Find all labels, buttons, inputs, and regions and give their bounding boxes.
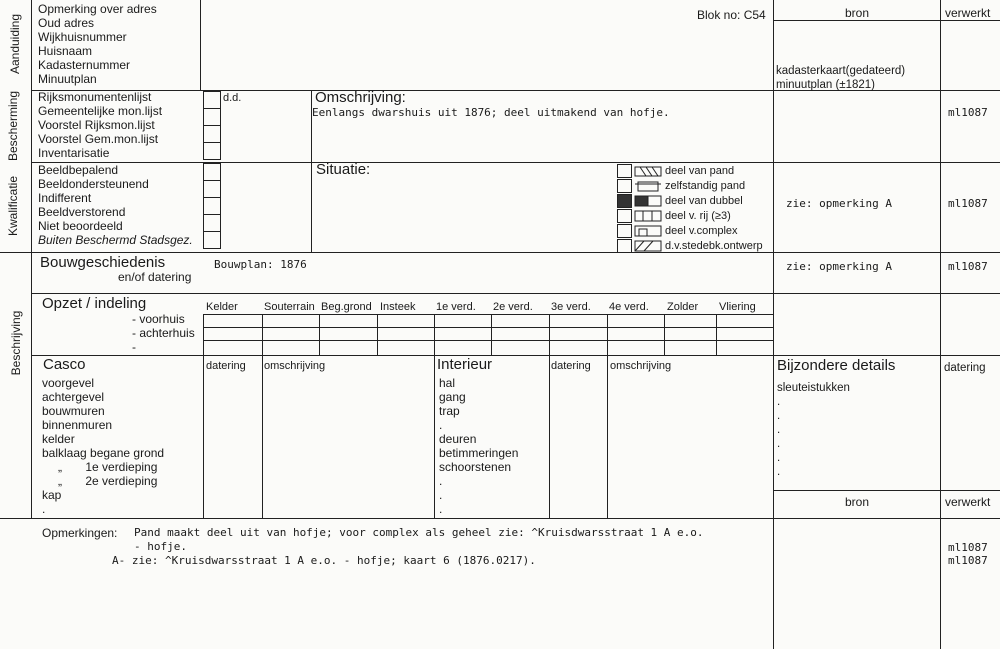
bron-line: kadasterkaart(gedateerd) xyxy=(776,65,906,77)
row-line xyxy=(0,252,1000,253)
kwalificatie-list xyxy=(38,163,193,247)
row-line xyxy=(0,518,1000,519)
bouwgeschiedenis-bron-note: zie: opmerking A xyxy=(786,260,892,273)
casco-item: . xyxy=(42,502,46,516)
interieur-item: . xyxy=(439,418,443,432)
opzet-grid-line xyxy=(319,314,320,355)
bijzondere-item: . xyxy=(777,424,781,436)
blok-number: Blok no: C54 xyxy=(697,8,766,22)
situatie-label: deel v.complex xyxy=(665,225,738,237)
kwalificatie-checkbox[interactable] xyxy=(203,197,221,215)
opzet-row-label: - achterhuis xyxy=(132,326,195,340)
casco-item: balklaag begane grond xyxy=(42,446,165,460)
opmerkingen-line: - hofje. xyxy=(134,540,187,553)
interieur-item: schoorstenen xyxy=(439,460,512,474)
kwalificatie-checkbox[interactable] xyxy=(203,163,221,181)
urban-design-icon xyxy=(634,239,664,252)
situatie-title: Situatie: xyxy=(316,161,371,178)
bron-line: minuutplan (±1821) xyxy=(776,79,876,91)
aanduiding-item: Wijkhuisnummer xyxy=(38,30,127,44)
situatie-option[interactable] xyxy=(617,164,777,178)
kwalificatie-item: Beeldverstorend xyxy=(38,205,126,219)
kwalificatie-checkbox[interactable] xyxy=(203,231,221,249)
interieur-item: hal xyxy=(439,376,456,390)
casco-item: „ 2e verdieping xyxy=(58,474,158,488)
opmerkingen-verwerkt: ml1087 xyxy=(948,554,988,567)
interieur-item: trap xyxy=(439,404,460,418)
level-header: Insteek xyxy=(380,301,416,313)
bouwgeschiedenis-text: Bouwplan: 1876 xyxy=(214,258,307,271)
opzet-grid-line xyxy=(434,314,435,355)
level-header: Souterrain xyxy=(264,301,315,313)
situatie-checkbox[interactable] xyxy=(617,239,632,253)
verwerkt-header: verwerkt xyxy=(945,6,991,20)
opmerkingen-line: A- zie: ^Kruisdwarsstraat 1 A e.o. - hofje; kaart 6 (1876.0217). xyxy=(112,554,536,567)
bijzondere-item: . xyxy=(777,438,781,450)
bescherming-item: Voorstel Gem.mon.lijst xyxy=(38,132,159,146)
situatie-checkbox-selected[interactable] xyxy=(617,194,632,208)
casco-datering-header: datering xyxy=(206,360,246,372)
situatie-checkbox[interactable] xyxy=(617,164,632,178)
kwalificatie-item: Beeldondersteunend xyxy=(38,177,149,191)
casco-title: Casco xyxy=(43,356,86,373)
bijzondere-item: . xyxy=(777,410,781,422)
casco-item: voorgevel xyxy=(42,376,95,390)
kwalificatie-item: Buiten Beschermd Stadsgez. xyxy=(38,233,193,247)
opzet-grid-line xyxy=(203,314,204,355)
aanduiding-list xyxy=(38,2,157,86)
bijzondere-datering-header: datering xyxy=(944,362,986,374)
situatie-option[interactable] xyxy=(617,194,777,208)
opzet-row-label: - xyxy=(132,340,136,354)
aanduiding-item: Huisnaam xyxy=(38,44,93,58)
kwalificatie-checkbox[interactable] xyxy=(203,180,221,198)
verwerkt-footer-header: verwerkt xyxy=(945,495,991,509)
situatie-label: deel van pand xyxy=(665,165,735,177)
bouwgeschiedenis-verwerkt: ml1087 xyxy=(948,260,988,273)
opmerkingen-line: Pand maakt deel uit van hofje; voor complex als geheel zie: ^Kruisdwarsstraat 1 A e.o. xyxy=(134,526,704,539)
aanduiding-bron xyxy=(776,64,905,92)
situatie-option[interactable] xyxy=(617,179,777,193)
kwalificatie-verwerkt: ml1087 xyxy=(948,197,988,210)
aanduiding-item: Minuutplan xyxy=(38,72,97,86)
bescherming-item: Voorstel Rijksmon.lijst xyxy=(38,118,155,132)
opzet-grid-line xyxy=(203,340,773,341)
row-line xyxy=(31,355,1000,356)
casco-grid-line xyxy=(434,355,435,518)
standalone-building-icon xyxy=(634,179,664,192)
situatie-label: deel v. rij (≥3) xyxy=(665,210,731,222)
bijzondere-title: Bijzondere details xyxy=(777,357,896,374)
aanduiding-section-label: Aanduiding xyxy=(8,13,22,75)
aanduiding-item: Opmerking over adres xyxy=(38,2,157,16)
column-line xyxy=(200,0,201,90)
interieur-item: betimmeringen xyxy=(439,446,519,460)
complex-building-icon xyxy=(634,224,664,237)
interieur-omschrijving-header: omschrijving xyxy=(610,360,672,372)
casco-item: achtergevel xyxy=(42,390,105,404)
opmerkingen-label: Opmerkingen: xyxy=(42,526,118,540)
bron-header-line xyxy=(773,20,1000,21)
situatie-checkbox[interactable] xyxy=(617,224,632,238)
bescherming-item: Gemeentelijke mon.lijst xyxy=(38,104,163,118)
bijzondere-list xyxy=(777,381,850,479)
bescherming-section-label: Bescherming xyxy=(6,90,20,162)
casco-item: binnenmuren xyxy=(42,418,113,432)
kwalificatie-item: Indifferent xyxy=(38,191,92,205)
double-building-icon xyxy=(634,194,664,207)
situatie-option[interactable] xyxy=(617,239,777,253)
bijzondere-item: . xyxy=(777,466,781,478)
bescherming-list xyxy=(38,90,162,160)
opzet-grid-line xyxy=(203,327,773,328)
building-part-icon xyxy=(634,164,664,177)
interieur-item: . xyxy=(439,474,443,488)
row-building-icon xyxy=(634,209,664,222)
opzet-grid-line xyxy=(716,314,717,355)
level-header: 1e verd. xyxy=(436,301,476,313)
bron-lower-line xyxy=(773,518,774,649)
bouwgeschiedenis-title: Bouwgeschiedenis xyxy=(40,254,166,271)
bijzondere-item: . xyxy=(777,452,781,464)
level-header: 3e verd. xyxy=(551,301,591,313)
situatie-option[interactable] xyxy=(617,209,777,223)
level-header: Beg.grond xyxy=(321,301,372,313)
bescherming-checkbox[interactable] xyxy=(203,91,221,109)
opzet-grid-line xyxy=(549,314,550,355)
omschrijving-text: Eenlangs dwarshuis uit 1876; deel uitmakend van hofje. xyxy=(312,106,670,119)
interieur-title: Interieur xyxy=(437,356,493,373)
interieur-grid-line xyxy=(607,355,608,518)
interieur-item: gang xyxy=(439,390,466,404)
situatie-checkbox[interactable] xyxy=(617,179,632,193)
aanduiding-item: Oud adres xyxy=(38,16,95,30)
bijzondere-item: sleuteistukken xyxy=(777,382,850,394)
row-line xyxy=(31,293,1000,294)
level-header: Zolder xyxy=(667,301,699,313)
situatie-option[interactable] xyxy=(617,224,777,238)
opzet-grid-line xyxy=(262,314,263,355)
kwalificatie-item: Beeldbepalend xyxy=(38,163,119,177)
left-margin-line xyxy=(31,0,32,518)
bescherming-checkbox[interactable] xyxy=(203,142,221,160)
kwalificatie-section-label: Kwalificatie xyxy=(6,175,20,237)
bescherming-item: Rijksmonumentenlijst xyxy=(38,90,152,104)
interieur-item: . xyxy=(439,488,443,502)
beschrijving-section-label: Beschrijving xyxy=(9,310,23,376)
kwalificatie-bron-note: zie: opmerking A xyxy=(786,197,892,210)
casco-item: kap xyxy=(42,488,62,502)
bron-column-line xyxy=(773,0,774,518)
row-line xyxy=(773,490,1000,491)
opzet-grid-line xyxy=(377,314,378,355)
kwalificatie-item: Niet beoordeeld xyxy=(38,219,123,233)
bouwgeschiedenis-subtitle: en/of datering xyxy=(118,270,192,284)
opzet-rows xyxy=(132,312,195,354)
omschrijving-title: Omschrijving: xyxy=(315,89,406,106)
bescherming-checkbox[interactable] xyxy=(203,125,221,143)
situatie-label: zelfstandig pand xyxy=(665,180,746,192)
bescherming-verwerkt: ml1087 xyxy=(948,106,988,119)
opzet-title: Opzet / indeling xyxy=(42,295,147,312)
opmerkingen-verwerkt: ml1087 xyxy=(948,541,988,554)
opzet-grid-line xyxy=(203,314,773,315)
opzet-grid-line xyxy=(491,314,492,355)
dd-label: d.d. xyxy=(223,92,242,104)
interieur-grid-line xyxy=(549,355,550,518)
casco-item: „ 1e verdieping xyxy=(58,460,158,474)
interieur-item: . xyxy=(439,502,443,516)
row-line xyxy=(773,162,1000,163)
bron-footer-header: bron xyxy=(845,495,870,509)
opzet-grid-line xyxy=(664,314,665,355)
kwalificatie-checkbox[interactable] xyxy=(203,214,221,232)
bescherming-item: Inventarisatie xyxy=(38,146,110,160)
casco-omschrijving-header: omschrijving xyxy=(264,360,326,372)
interieur-item: deuren xyxy=(439,432,477,446)
casco-list xyxy=(42,376,164,516)
interieur-list xyxy=(439,376,518,516)
situatie-label: deel van dubbel xyxy=(665,195,743,207)
opzet-row-label: - voorhuis xyxy=(132,312,185,326)
level-header: 4e verd. xyxy=(609,301,649,313)
verwerkt-column-line xyxy=(940,0,941,649)
situatie-label: d.v.stedebk.ontwerp xyxy=(665,240,763,252)
aanduiding-item: Kadasternummer xyxy=(38,58,131,72)
level-header: Kelder xyxy=(206,301,238,313)
casco-item: bouwmuren xyxy=(42,404,105,418)
casco-grid-line xyxy=(203,355,204,518)
situatie-checkbox[interactable] xyxy=(617,209,632,223)
level-header: Vliering xyxy=(719,301,756,313)
level-header: 2e verd. xyxy=(493,301,533,313)
casco-item: kelder xyxy=(42,432,75,446)
bijzondere-item: . xyxy=(777,396,781,408)
bron-header: bron xyxy=(845,6,870,20)
bescherming-checkbox[interactable] xyxy=(203,108,221,126)
opzet-grid-line xyxy=(607,314,608,355)
casco-grid-line xyxy=(262,355,263,518)
bijzondere-grid-line xyxy=(940,355,941,490)
interieur-datering-header: datering xyxy=(551,360,591,372)
